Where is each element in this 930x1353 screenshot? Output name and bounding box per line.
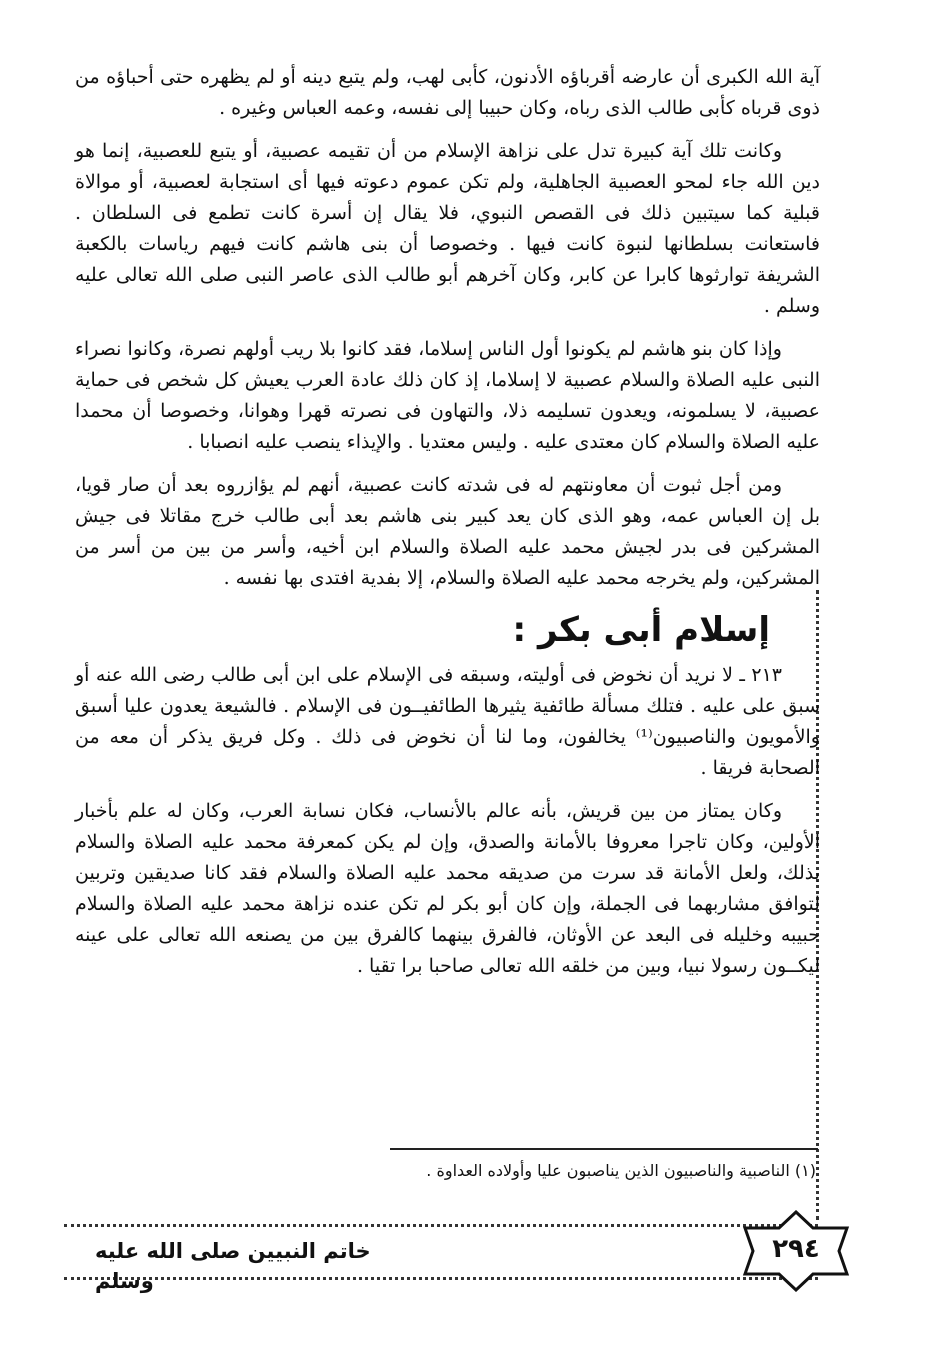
main-text-column bbox=[75, 62, 820, 994]
paragraph-5: ٢١٣ ـ لا نريد أن نخوض فى أوليته، وسبقه فى الإسلام على ابن أبى طالب رضى الله عنه أو سبق على عليه . فتلك مسألة طائفية يثيرها الطائفيــون فى الإسلام . فالشيعة يعدون عليا أسبق والأمويون والناصبيون⁽¹⁾ يخالفون، وما لنا أن نخوض فى ذلك . وكل فريق يذكر أن معه من الصحابة فريقا . bbox=[75, 664, 820, 779]
paragraph-1: آية الله الكبرى أن عارضه أقرباؤه الأدنون، كأبى لهب، ولم يتبع دينه أو لم يظهره حتى أحباؤه من ذوى قرباه كأبى طالب الذى رباه، وكان حبيبا إلى نفسه، وعمه العباس وغيره . bbox=[75, 66, 820, 119]
paragraph-6: وكان يمتاز من بين قريش، بأنه عالم بالأنساب، فكان نسابة العرب، وكان له علم بأخبار الأولين، وكان تاجرا معروفا بالأمانة والصدق، وإن لم يكن كمعرفة محمد عليه الصلاة والسلام بذلك، ولعل الأمانة قد سرت من صديقه محمد عليه الصلاة والسلام فقد كانا صديقين وتربين لتوافق مشاربهما فى الجملة، وإن كان أبو بكر لم تكن عنده نزاهة محمد عليه الصلاة والسلام حبيبه وخليله فى البعد عن الأوثان، فالفرق بينهما كالفرق بين من يصنعه الله تعالى على عينه ليكــون رسولا نبيا، وبين من خلقه الله تعالى صاحبا برا تقيا . bbox=[75, 800, 820, 977]
footnote: (١) الناصبية والناصبيون الذين يناصبون عليا وأولاده العداوة . bbox=[426, 1161, 816, 1180]
section-heading: إسلام أبى بكر : bbox=[512, 610, 770, 650]
page-frame-bottom-border bbox=[64, 1224, 818, 1227]
paragraph-2: وكانت تلك آية كبيرة تدل على نزاهة الإسلام من أن تقيمه عصبية، أو يتبع للعصبية، إنما هو دين الله جاء لمحو العصبية الجاهلية، ولم تكن عموم دعوته فيها أى استجابة لعصبية، أو موالاة قبلية كما سيتبين ذلك فى القصص النبوي، فلا يقال إن أسرة كانت تطمع فى السلطان . فاستعانت بسلطانها لنبوة كانت فيها . وخصوصا أن بنى هاشم كانت فيهم رياسات بالكعبة الشريفة توارثوها كابرا عن كابر، وكان آخرهم أبو طالب الذى عاصر النبى صلى الله تعالى عليه وسلم . bbox=[75, 140, 820, 317]
paragraph-4: ومن أجل ثبوت أن معاونتهم له فى شدته كانت عصبية، أنهم لم يؤازروه بعد أن صار قويا، بل إن العباس عمه، وهو الذى كان يعد كبير بنى هاشم بعد أبى طالب خرج مقاتلا فى جيش المشركين فى بدر لجيش محمد عليه الصلاة والسلام ابن أخيه، وأسر من بين من أسر من المشركين، ولم يخرجه محمد عليه الصلاة والسلام، إلا بفدية افتدى بها نفسه . bbox=[75, 474, 820, 589]
paragraph-3: وإذا كان بنو هاشم لم يكونوا أول الناس إسلاما، فقد كانوا بلا ريب أولهم نصرة، وكانوا نصراء النبى عليه الصلاة والسلام عصبية لا إسلاما، إذ كان ذلك عادة العرب يعيش كل شخص فى حماية عصبية، لا يسلمونه، ويعدون تسليمه ذلا، والتهاون فى نصرته قهرا وهوانا، وخصوصا أن محمدا عليه الصلاة والسلام كان معتدى عليه . وليس معتديا . والإيذاء ينصب عليه انصبابا . bbox=[75, 338, 820, 453]
page-number: ٢٩٤ bbox=[772, 1234, 820, 1264]
running-title: خاتم النبيين صلى الله عليه وسلم bbox=[95, 1239, 371, 1293]
footnote-separator bbox=[390, 1148, 818, 1150]
